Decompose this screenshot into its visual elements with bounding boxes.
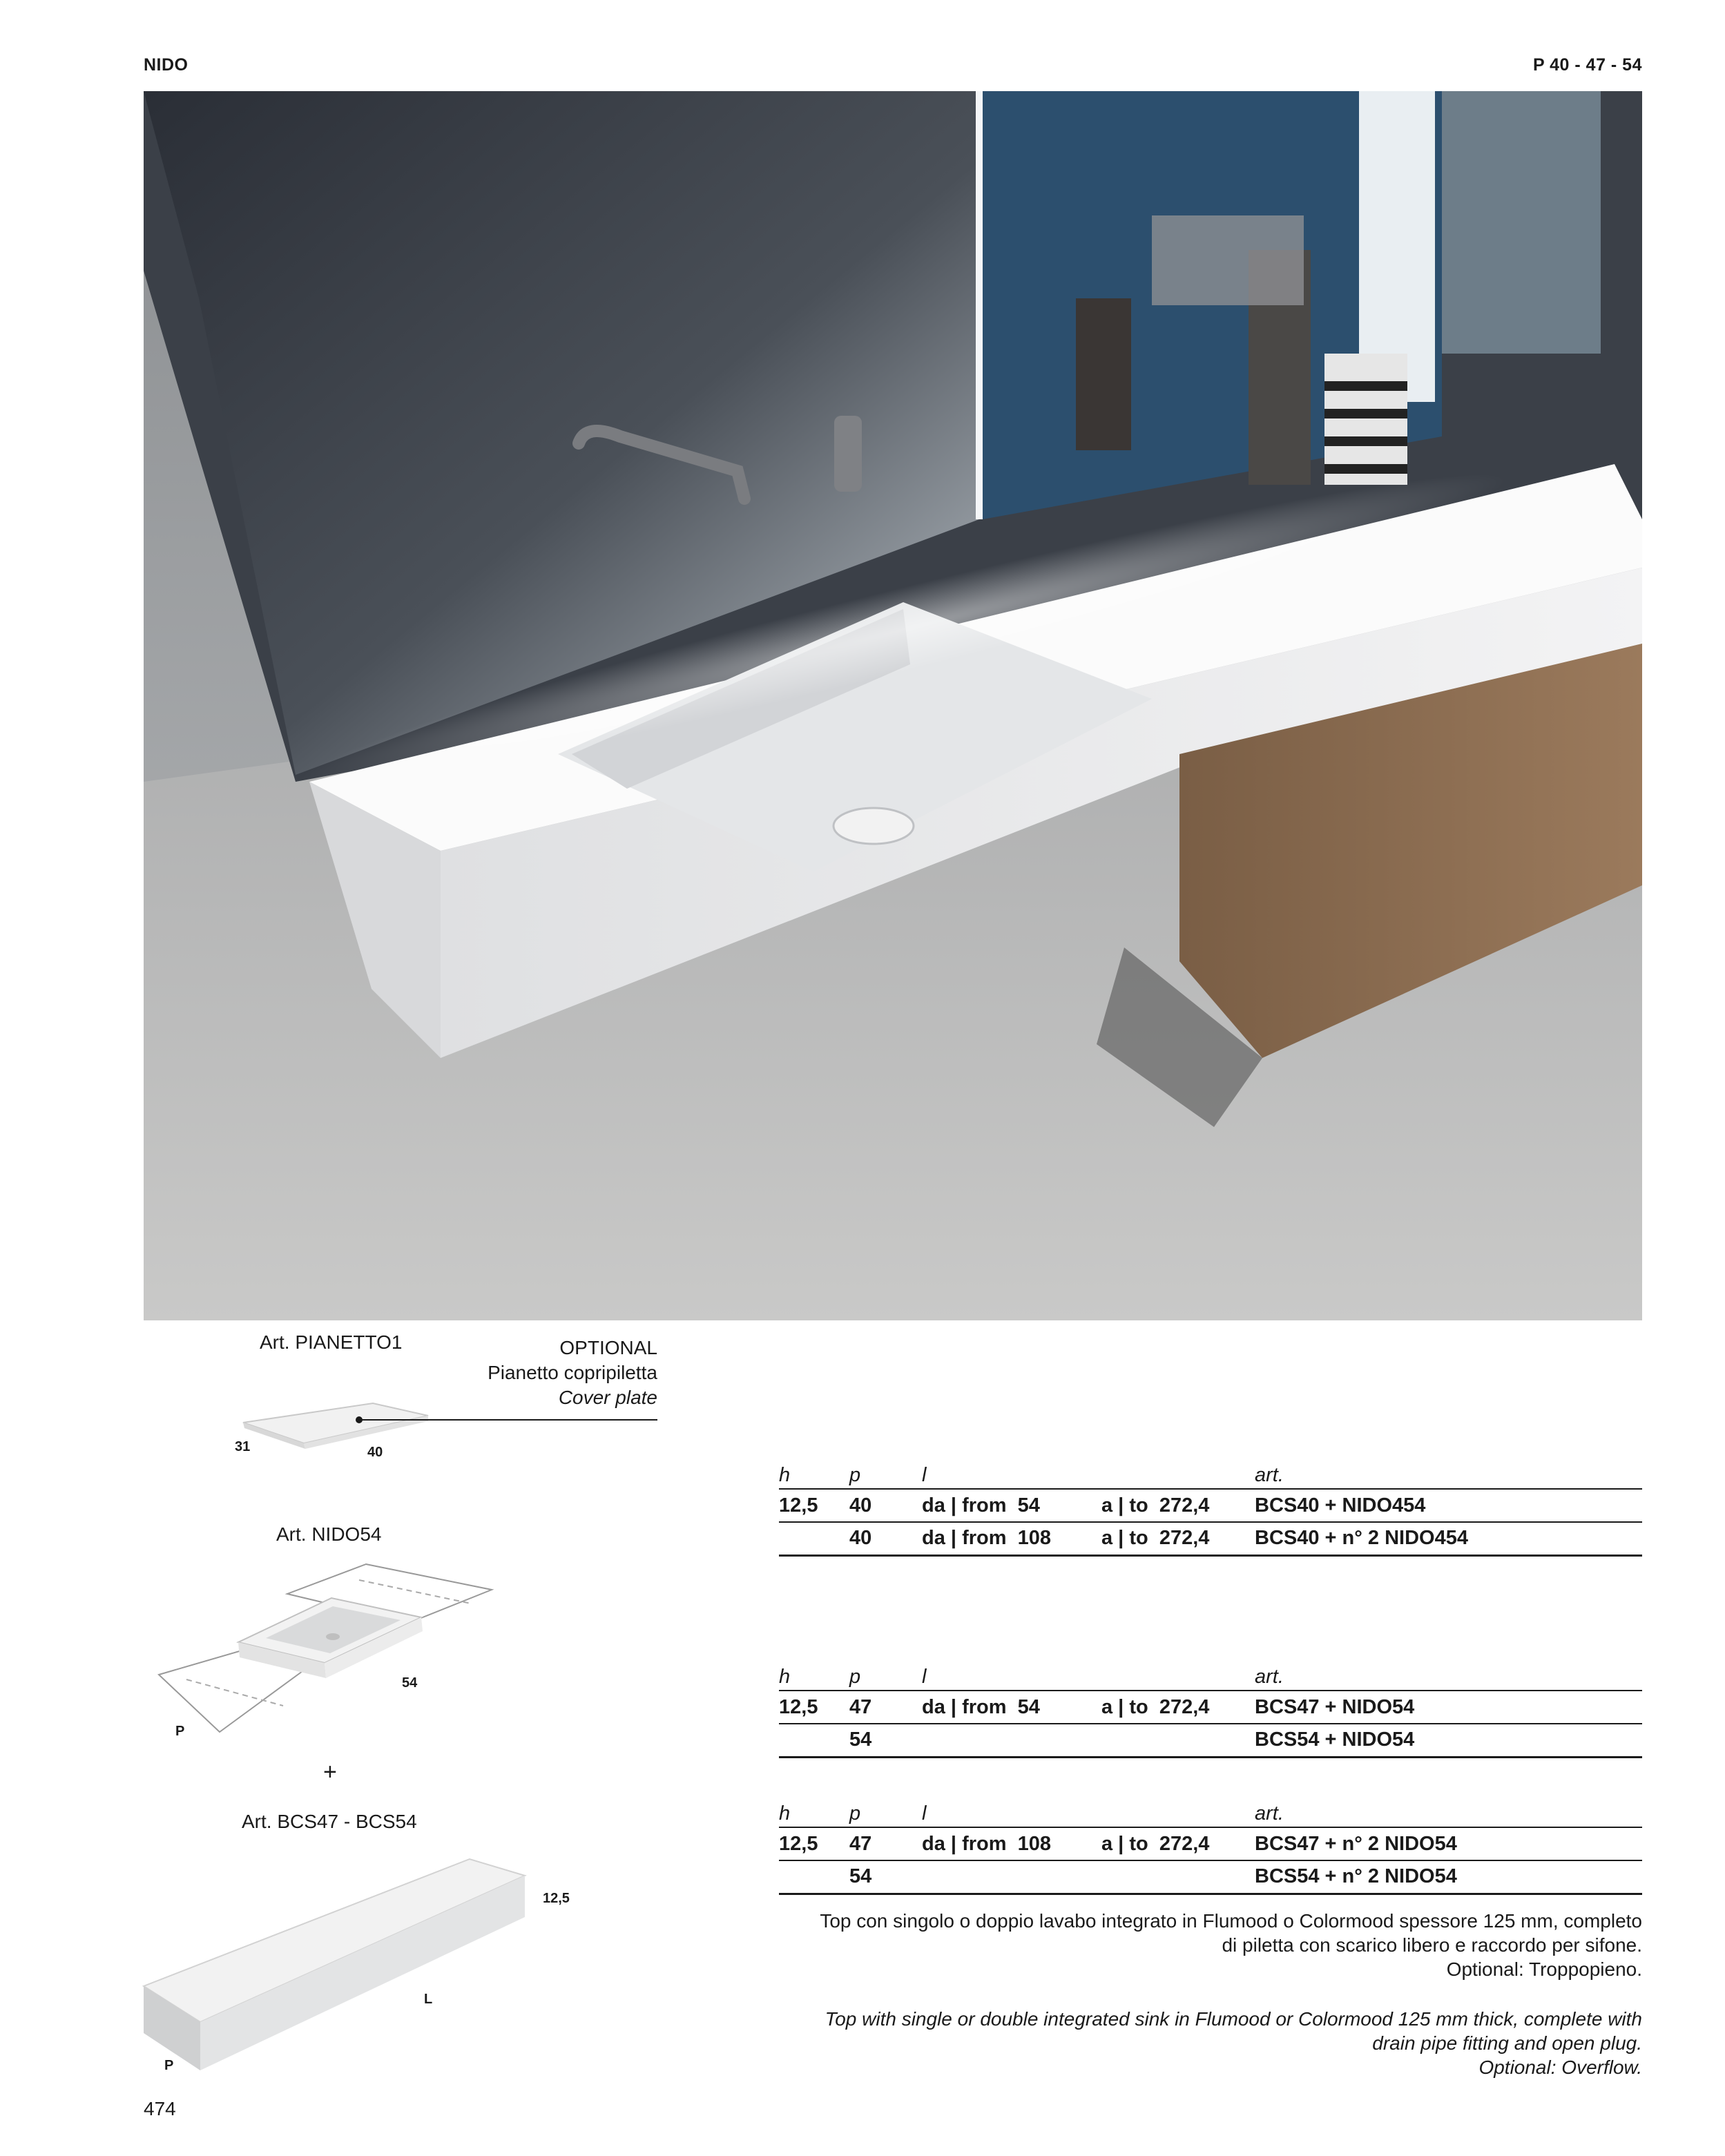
from-label: da | from — [922, 1527, 1007, 1550]
plus-sign: + — [323, 1759, 337, 1785]
cell-p: 47 — [849, 1691, 922, 1724]
product-photo — [144, 91, 1642, 1320]
cell-h — [779, 1724, 849, 1757]
cover-plate-drawing — [228, 1395, 670, 1471]
optional-name-en: Cover plate — [558, 1387, 657, 1408]
cell-from — [922, 1724, 1101, 1757]
table-row — [779, 1489, 1642, 1522]
cell-p: 54 — [849, 1724, 922, 1757]
table-row — [779, 1827, 1642, 1860]
description-english — [744, 2007, 1642, 2079]
col-to — [1101, 1800, 1255, 1827]
cell-art: BCS47 + NIDO54 — [1255, 1691, 1642, 1724]
to-value: 272,4 — [1159, 1832, 1210, 1855]
col-h: h — [779, 1663, 849, 1691]
bcs-dim-depth: P — [164, 2058, 174, 2073]
cell-from — [922, 1691, 1101, 1724]
col-l: l — [922, 1663, 1101, 1691]
col-l: l — [922, 1800, 1101, 1827]
to-value: 272,4 — [1159, 1695, 1210, 1718]
optional-title: OPTIONAL — [559, 1337, 657, 1358]
pianetto-dim-a: 31 — [235, 1439, 251, 1454]
col-art: art. — [1255, 1663, 1642, 1691]
table-header-row — [779, 1663, 1642, 1691]
nido-label: Art. NIDO54 — [276, 1523, 382, 1545]
cell-from — [922, 1827, 1101, 1860]
col-art: art. — [1255, 1461, 1642, 1489]
col-p: p — [849, 1800, 922, 1827]
table-header-row — [779, 1800, 1642, 1827]
pianetto-label: Art. PIANETTO1 — [260, 1331, 403, 1353]
cell-art: BCS40 + n° 2 NIDO454 — [1255, 1522, 1642, 1555]
to-label: a | to — [1101, 1494, 1148, 1517]
from-label: da | from — [922, 1494, 1007, 1517]
to-value: 272,4 — [1159, 1494, 1210, 1517]
col-l: l — [922, 1461, 1101, 1489]
page-number: 474 — [144, 2098, 176, 2119]
from-label: da | from — [922, 1695, 1007, 1718]
cell-h — [779, 1522, 849, 1555]
to-label: a | to — [1101, 1695, 1148, 1718]
col-to — [1101, 1461, 1255, 1489]
cell-h: 12,5 — [779, 1489, 849, 1522]
description-it-line: Top con singolo o doppio lavabo integrato in Flumood o Colormood spessore 125 mm, completo — [820, 1910, 1642, 1932]
page-reference: P 40 - 47 - 54 — [1532, 55, 1642, 75]
cell-from — [922, 1522, 1101, 1555]
col-h: h — [779, 1461, 849, 1489]
description-italian — [744, 1909, 1642, 1981]
spec-table-nido54-double — [779, 1800, 1642, 1895]
spec-table-nido54-single — [779, 1663, 1642, 1758]
cell-art: BCS40 + NIDO454 — [1255, 1489, 1642, 1522]
spec-table-nido454 — [779, 1461, 1642, 1557]
from-value: 108 — [1017, 1527, 1052, 1550]
nido-sink-drawing — [152, 1554, 511, 1754]
col-p: p — [849, 1663, 922, 1691]
bcs-top-drawing — [138, 1851, 539, 2086]
cell-from — [922, 1489, 1101, 1522]
from-label: da | from — [922, 1832, 1007, 1855]
cell-to — [1101, 1724, 1255, 1757]
cell-art: BCS47 + n° 2 NIDO54 — [1255, 1827, 1642, 1860]
cell-from — [922, 1860, 1101, 1894]
cell-to — [1101, 1827, 1255, 1860]
description-it-line: Optional: Troppopieno. — [1446, 1958, 1642, 1980]
bcs-label: Art. BCS47 - BCS54 — [242, 1811, 417, 1832]
cell-to — [1101, 1522, 1255, 1555]
from-value: 108 — [1017, 1832, 1052, 1855]
from-value: 54 — [1017, 1695, 1040, 1718]
bcs-dim-length: L — [424, 1992, 433, 2007]
brand-title: NIDO — [144, 55, 189, 75]
cell-to — [1101, 1860, 1255, 1894]
col-p: p — [849, 1461, 922, 1489]
cell-h — [779, 1860, 849, 1894]
cell-to — [1101, 1489, 1255, 1522]
bathroom-scene-image — [144, 91, 1642, 1320]
table-header-row — [779, 1461, 1642, 1489]
to-value: 272,4 — [1159, 1527, 1210, 1550]
cell-art: BCS54 + NIDO54 — [1255, 1724, 1642, 1757]
cell-p: 40 — [849, 1522, 922, 1555]
col-art: art. — [1255, 1800, 1642, 1827]
cell-h: 12,5 — [779, 1827, 849, 1860]
table-row — [779, 1522, 1642, 1555]
cell-to — [1101, 1691, 1255, 1724]
cell-h: 12,5 — [779, 1691, 849, 1724]
description-en-line: Top with single or double integrated sink in Flumood or Colormood 125 mm thick, complete with — [825, 2008, 1642, 2030]
to-label: a | to — [1101, 1527, 1148, 1550]
nido-dim-width: 54 — [402, 1675, 418, 1691]
optional-name-it: Pianetto copripiletta — [488, 1362, 657, 1383]
cell-p: 40 — [849, 1489, 922, 1522]
cell-p: 47 — [849, 1827, 922, 1860]
description-en-line: drain pipe fitting and open plug. — [1372, 2032, 1642, 2054]
table-row — [779, 1860, 1642, 1894]
from-value: 54 — [1017, 1494, 1040, 1517]
nido-dim-depth: P — [175, 1724, 185, 1739]
to-label: a | to — [1101, 1832, 1148, 1855]
col-to — [1101, 1663, 1255, 1691]
cell-p: 54 — [849, 1860, 922, 1894]
table-row — [779, 1691, 1642, 1724]
description-it-line: di piletta con scarico libero e raccordo per sifone. — [1222, 1934, 1642, 1956]
table-row — [779, 1724, 1642, 1757]
cell-art: BCS54 + n° 2 NIDO54 — [1255, 1860, 1642, 1894]
description-en-line: Optional: Overflow. — [1478, 2057, 1642, 2078]
col-h: h — [779, 1800, 849, 1827]
bcs-dim-height: 12,5 — [543, 1891, 570, 1906]
pianetto-dim-b: 40 — [367, 1445, 383, 1460]
